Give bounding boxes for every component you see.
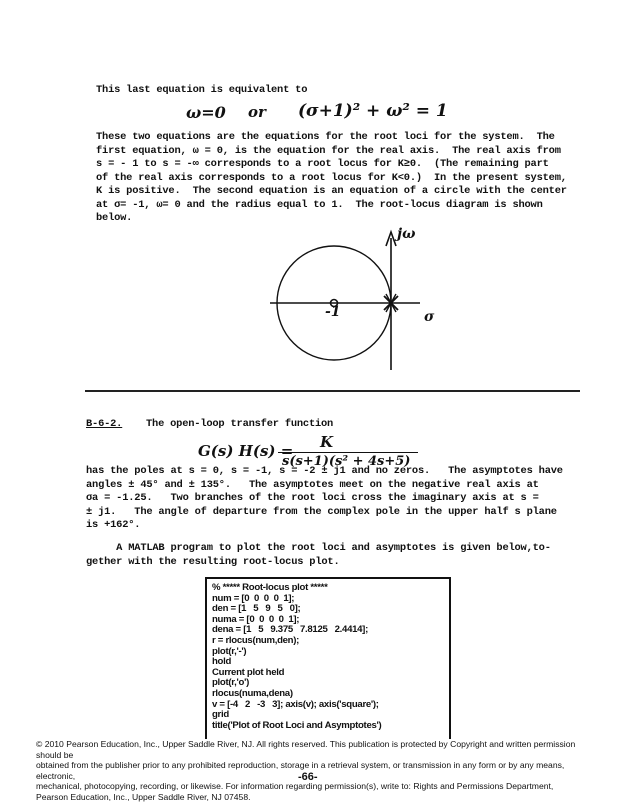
paragraph-line: angles ± 45° and ± 135°. The asymptotes meet on the negative real axis at [86, 479, 563, 493]
paragraph-line: first equation, ω = 0, is the equation for the real axis. The real axis from [96, 145, 567, 159]
problem-number: B-6-2. [86, 418, 122, 432]
imaginary-axis-label: jω [397, 226, 415, 242]
code-line: grid [212, 710, 449, 721]
fraction-bar [278, 452, 418, 453]
copyright-line: obtained from the publisher prior to any prohibited reproduction, storage in a retrieval system, or transmission in any form or by any means, electronic, [36, 760, 596, 781]
code-line: Current plot held [212, 668, 449, 679]
code-line: numa = [0 0 0 0 1]; [212, 615, 449, 626]
copyright-line: Pearson Education, Inc., Upper Saddle River, NJ 07458. [36, 792, 596, 802]
paragraph-line: at σ= -1, ω= 0 and the radius equal to 1. The root-locus diagram is shown [96, 199, 567, 213]
root-locus-circle-diagram [270, 222, 450, 372]
paragraph-line: has the poles at s = 0, s = -1, s = -2 ± j1 and no zeros. The asymptotes have [86, 465, 563, 479]
transfer-function-denominator: s(s+1)(s² + 4s+5) [282, 454, 410, 469]
code-line: % ***** Root-locus plot ***** [212, 583, 449, 594]
code-line: dena = [1 5 9.375 7.8125 2.4414]; [212, 625, 449, 636]
transfer-function-lhs: G(s) H(s) = [198, 442, 293, 460]
paragraph-matlab-intro [86, 542, 551, 569]
code-line: rlocus(numa,dena) [212, 689, 449, 700]
transfer-function-numerator: K [320, 433, 333, 451]
paragraph-line: gether with the resulting root-locus plot. [86, 556, 551, 570]
code-line: r = rlocus(num,den); [212, 636, 449, 647]
code-line: hold [212, 657, 449, 668]
code-line: v = [-4 2 -3 3]; axis(v); axis('square'); [212, 700, 449, 711]
matlab-code [207, 579, 449, 731]
copyright-line: © 2010 Pearson Education, Inc., Upper Saddle River, NJ. All rights reserved. This publication is protected by Copyright and written permission should be [36, 739, 596, 760]
section-divider [85, 390, 580, 392]
paragraph-poles-asymptotes [86, 465, 563, 533]
matlab-code-box [205, 577, 451, 742]
equation-omega-zero: ω=0 [186, 103, 226, 122]
paragraph-line: is +162°. [86, 519, 563, 533]
paragraph-line: of the real axis corresponds to a root locus for K<0.) In the present system, [96, 172, 567, 186]
equation-circle: (σ+1)² + ω² = 1 [298, 101, 448, 121]
paragraph-line: σa = -1.25. Two branches of the root loci cross the imaginary axis at s = [86, 492, 563, 506]
paragraph-line: s = - 1 to s = -∞ corresponds to a root locus for K≥0. (The remaining part [96, 158, 567, 172]
paragraph-line: ± j1. The angle of departure from the complex pole in the upper half s plane [86, 506, 563, 520]
intro-line: This last equation is equivalent to [96, 84, 307, 98]
paragraph-root-loci-equations [96, 131, 567, 226]
real-axis-label: σ [424, 309, 434, 325]
code-line: plot(r,'o') [212, 678, 449, 689]
code-line: num = [0 0 0 0 1]; [212, 594, 449, 605]
code-line: den = [1 5 9 5 0]; [212, 604, 449, 615]
code-line: title('Plot of Root Loci and Asymptotes') [212, 721, 449, 732]
page-number: -66- [298, 771, 318, 783]
center-label: -1 [325, 304, 341, 320]
paragraph-line: A MATLAB program to plot the root loci and asymptotes is given below,to- [86, 542, 551, 556]
code-line: plot(r,'-') [212, 647, 449, 658]
paragraph-line: These two equations are the equations for the root loci for the system. The [96, 131, 567, 145]
copyright-line: mechanical, photocopying, recording, or likewise. For information regarding permission(s), write to: Rights and Permissions Department, [36, 781, 596, 792]
problem-heading: The open-loop transfer function [146, 418, 333, 432]
paragraph-line: K is positive. The second equation is an equation of a circle with the center [96, 185, 567, 199]
equation-or: or [248, 103, 266, 121]
paragraph-line: below. [96, 212, 567, 226]
